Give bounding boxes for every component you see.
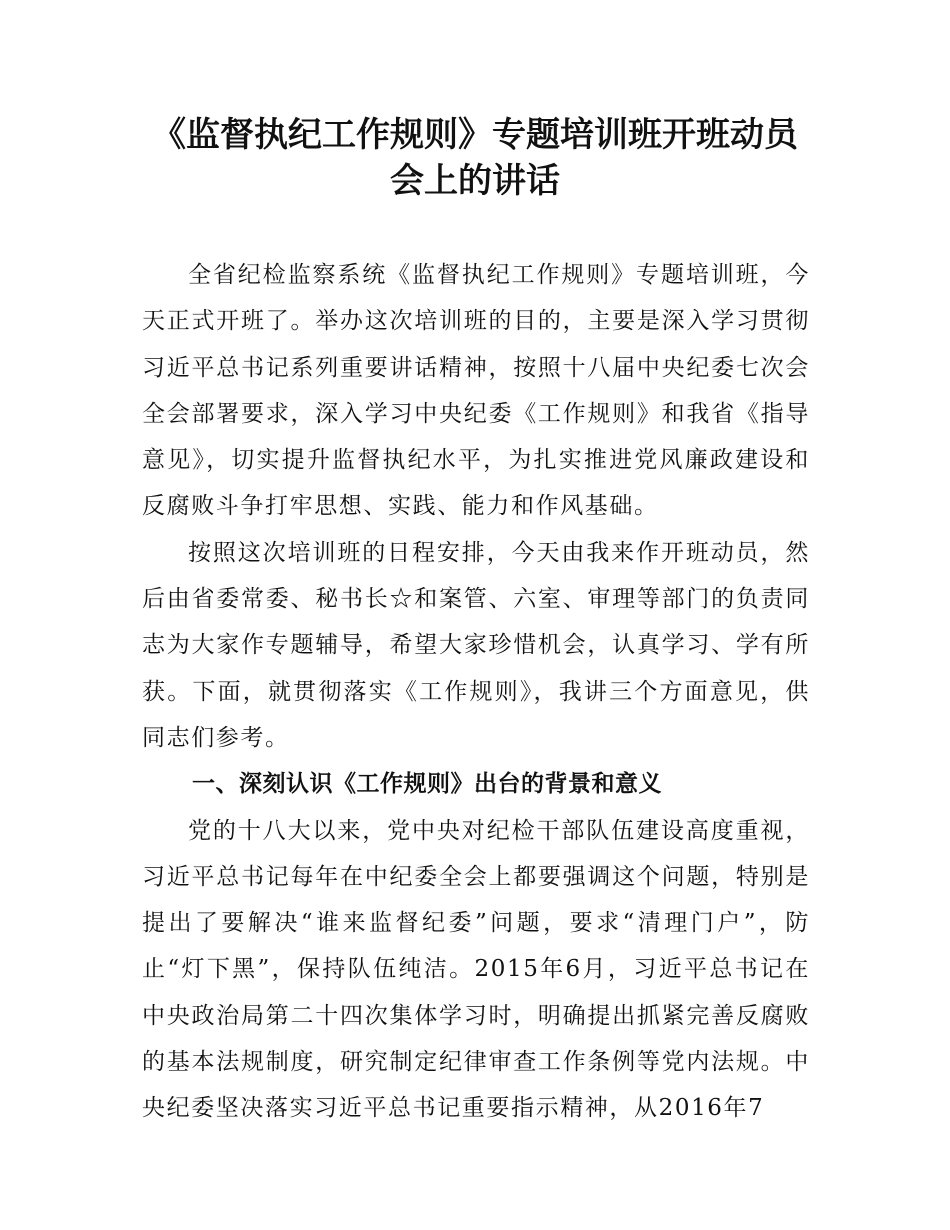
- section-1-paragraph: 党的十八大以来，党中央对纪检干部队伍建设高度重视，习近平总书记每年在中纪委全会上都要强调这个问题，特别是提出了要解决“谁来监督纪委”问题，要求“清理门户”，防止“灯下黑”，保持队伍纯洁。2015年6月，习近平总书记在中央政治局第二十四次集体学习时，明确提出抓紧完善反腐败的基本法规制度，研究制定纪律审查工作条例等党内法规。中央纪委坚决落实习近平总书记重要指示精神，从2016年7: [142, 817, 810, 1122]
- body-paragraph-1: 全省纪检监察系统《监督执纪工作规则》专题培训班，今天正式开班了。举办这次培训班的目的，主要是深入学习贯彻习近平总书记系列重要讲话精神，按照十八届中央纪委七次会全会部署要求，深入学习中央纪委《工作规则》和我省《指导意见》，切实提升监督执纪水平，为扎实推进党风廉政建设和反腐败斗争打牢思想、实践、能力和作风基础。: [142, 262, 810, 520]
- title-line-1: 《监督执纪工作规则》专题培训班开班动员: [152, 115, 798, 155]
- title-line-2: 会上的讲话: [390, 161, 560, 201]
- document-title: [120, 112, 830, 204]
- body-paragraph-2: 按照这次培训班的日程安排，今天由我来作开班动员，然后由省委常委、秘书长☆和案管、六室、审理等部门的负责同志为大家作专题辅导，希望大家珍惜机会，认真学习、学有所获。下面，就贯彻落实《工作规则》，我讲三个方面意见，供同志们参考。: [142, 539, 810, 751]
- section-1-heading: 一、深刻认识《工作规则》出台的背景和意义: [192, 771, 662, 798]
- document-body: [142, 252, 810, 1132]
